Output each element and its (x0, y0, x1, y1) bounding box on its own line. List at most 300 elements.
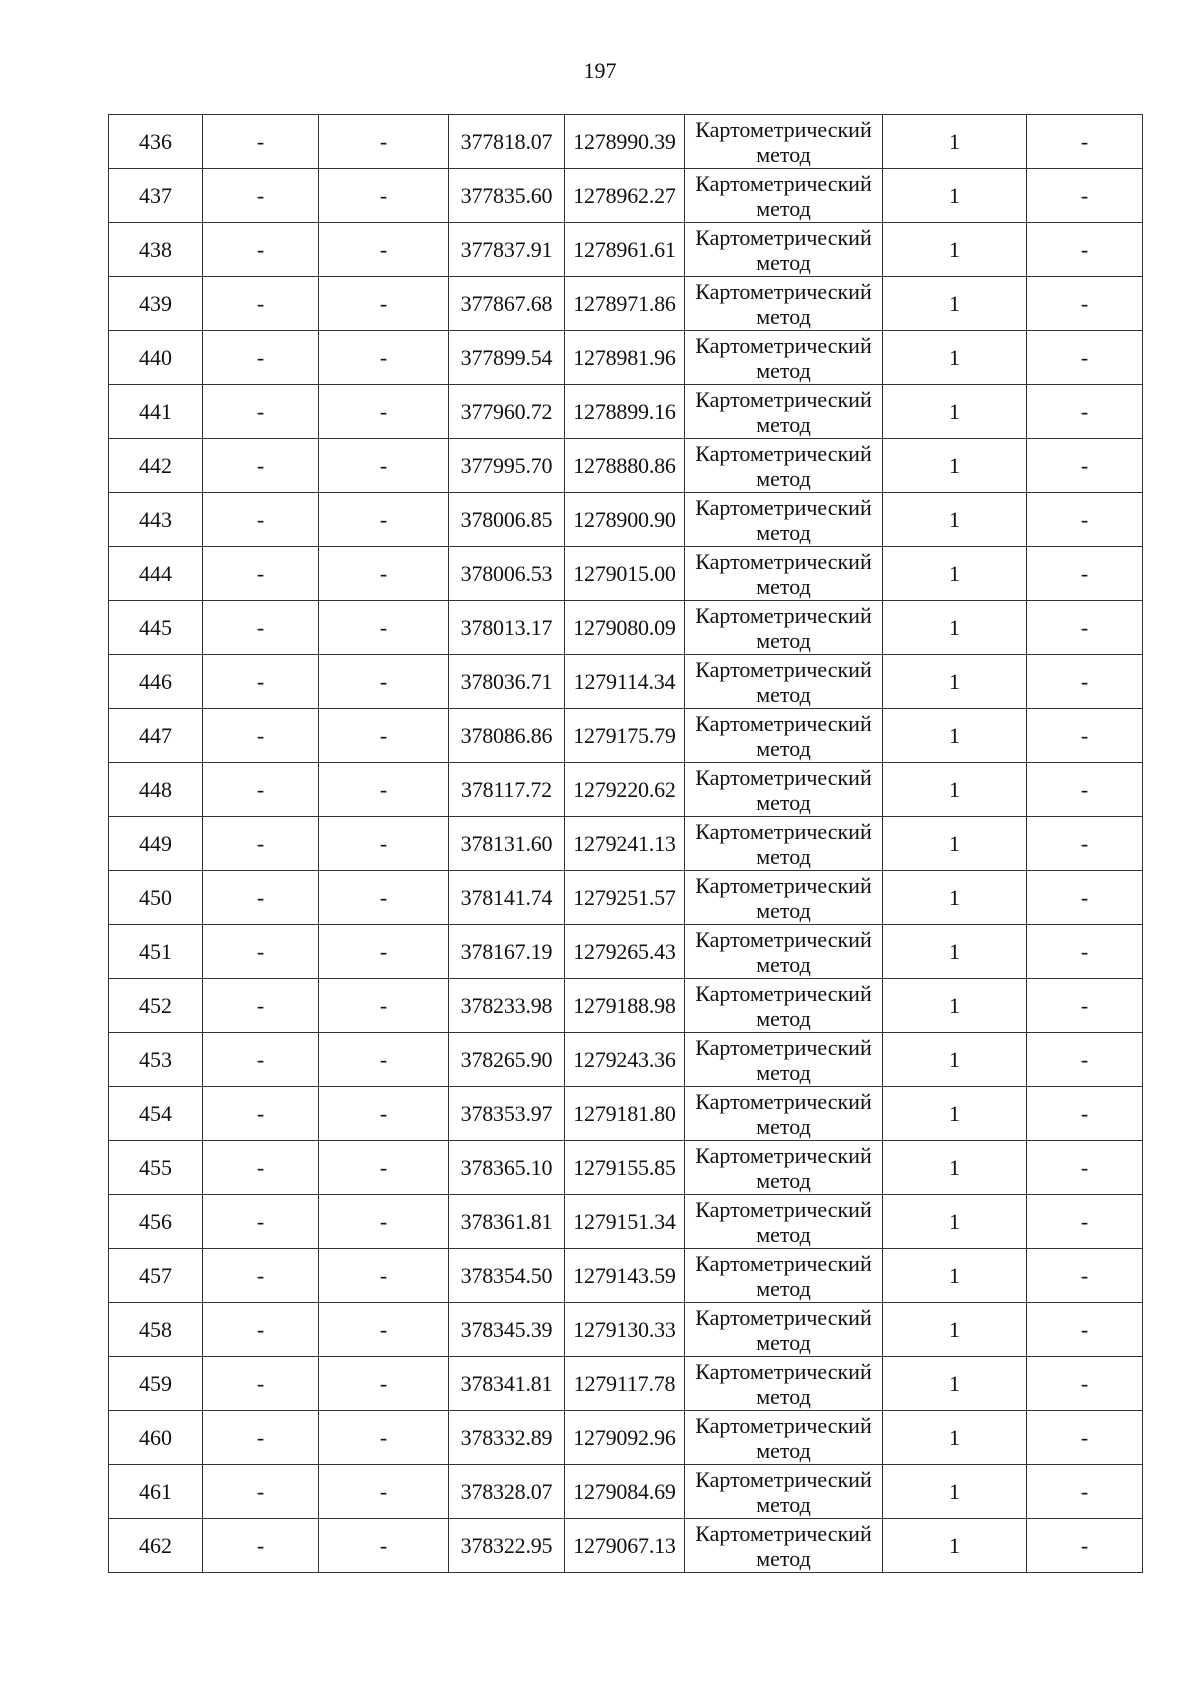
empty-column-3-cell: - (319, 601, 449, 655)
point-number-cell: 436 (109, 115, 203, 169)
empty-column-3-cell: - (319, 115, 449, 169)
empty-column-2-cell: - (203, 817, 319, 871)
empty-column-3-cell: - (319, 1357, 449, 1411)
empty-column-3-cell: - (319, 817, 449, 871)
y-coordinate-cell: 1279067.13 (565, 1519, 685, 1573)
empty-column-3-cell: - (319, 547, 449, 601)
empty-column-3-cell: - (319, 1411, 449, 1465)
table-row (109, 1519, 1143, 1573)
point-number-cell: 451 (109, 925, 203, 979)
method-line-1: Картометрический (695, 872, 872, 898)
precision-cell: 1 (883, 115, 1027, 169)
table-row (109, 493, 1143, 547)
precision-cell: 1 (883, 1033, 1027, 1087)
method-line-2: метод (756, 1437, 811, 1463)
empty-column-2-cell: - (203, 115, 319, 169)
table-row (109, 763, 1143, 817)
precision-cell: 1 (883, 277, 1027, 331)
method-line-1: Картометрический (695, 710, 872, 736)
table-row (109, 115, 1143, 169)
last-column-cell: - (1027, 1357, 1143, 1411)
x-coordinate-cell: 378322.95 (449, 1519, 565, 1573)
precision-cell: 1 (883, 709, 1027, 763)
empty-column-3-cell: - (319, 331, 449, 385)
method-cell (685, 1141, 883, 1195)
point-number-cell: 446 (109, 655, 203, 709)
y-coordinate-cell: 1279015.00 (565, 547, 685, 601)
method-line-1: Картометрический (695, 1304, 872, 1330)
method-line-1: Картометрический (695, 1196, 872, 1222)
method-cell (685, 655, 883, 709)
empty-column-2-cell: - (203, 1357, 319, 1411)
method-line-2: метод (756, 951, 811, 977)
table-row (109, 655, 1143, 709)
point-number-cell: 440 (109, 331, 203, 385)
method-cell (685, 115, 883, 169)
y-coordinate-cell: 1279117.78 (565, 1357, 685, 1411)
point-number-cell: 458 (109, 1303, 203, 1357)
empty-column-2-cell: - (203, 331, 319, 385)
last-column-cell: - (1027, 1411, 1143, 1465)
y-coordinate-cell: 1279175.79 (565, 709, 685, 763)
method-line-2: метод (756, 1221, 811, 1247)
x-coordinate-cell: 378006.53 (449, 547, 565, 601)
precision-cell: 1 (883, 385, 1027, 439)
empty-column-3-cell: - (319, 439, 449, 493)
method-line-1: Картометрический (695, 170, 872, 196)
method-line-1: Картометрический (695, 980, 872, 1006)
x-coordinate-cell: 378233.98 (449, 979, 565, 1033)
table-row (109, 1411, 1143, 1465)
method-cell (685, 871, 883, 925)
method-line-1: Картометрический (695, 224, 872, 250)
last-column-cell: - (1027, 1519, 1143, 1573)
table-row (109, 223, 1143, 277)
empty-column-3-cell: - (319, 763, 449, 817)
empty-column-2-cell: - (203, 655, 319, 709)
y-coordinate-cell: 1278880.86 (565, 439, 685, 493)
empty-column-2-cell: - (203, 385, 319, 439)
last-column-cell: - (1027, 871, 1143, 925)
point-number-cell: 444 (109, 547, 203, 601)
point-number-cell: 439 (109, 277, 203, 331)
method-line-1: Картометрический (695, 764, 872, 790)
method-line-2: метод (756, 789, 811, 815)
y-coordinate-cell: 1279151.34 (565, 1195, 685, 1249)
table-row (109, 331, 1143, 385)
method-line-2: метод (756, 681, 811, 707)
precision-cell: 1 (883, 1249, 1027, 1303)
method-line-2: метод (756, 627, 811, 653)
empty-column-2-cell: - (203, 709, 319, 763)
empty-column-3-cell: - (319, 1519, 449, 1573)
empty-column-2-cell: - (203, 223, 319, 277)
precision-cell: 1 (883, 1141, 1027, 1195)
last-column-cell: - (1027, 601, 1143, 655)
method-cell (685, 1033, 883, 1087)
table-row (109, 1303, 1143, 1357)
empty-column-2-cell: - (203, 1519, 319, 1573)
point-number-cell: 453 (109, 1033, 203, 1087)
table-row (109, 925, 1143, 979)
point-number-cell: 462 (109, 1519, 203, 1573)
last-column-cell: - (1027, 1087, 1143, 1141)
precision-cell: 1 (883, 763, 1027, 817)
method-cell (685, 1249, 883, 1303)
x-coordinate-cell: 378354.50 (449, 1249, 565, 1303)
method-line-2: метод (756, 1059, 811, 1085)
empty-column-3-cell: - (319, 871, 449, 925)
precision-cell: 1 (883, 439, 1027, 493)
point-number-cell: 460 (109, 1411, 203, 1465)
point-number-cell: 449 (109, 817, 203, 871)
point-number-cell: 455 (109, 1141, 203, 1195)
precision-cell: 1 (883, 1087, 1027, 1141)
method-line-2: метод (756, 141, 811, 167)
method-cell (685, 1303, 883, 1357)
table-row (109, 1141, 1143, 1195)
y-coordinate-cell: 1279084.69 (565, 1465, 685, 1519)
point-number-cell: 447 (109, 709, 203, 763)
x-coordinate-cell: 377837.91 (449, 223, 565, 277)
point-number-cell: 459 (109, 1357, 203, 1411)
last-column-cell: - (1027, 223, 1143, 277)
method-line-1: Картометрический (695, 332, 872, 358)
y-coordinate-cell: 1279265.43 (565, 925, 685, 979)
y-coordinate-cell: 1279130.33 (565, 1303, 685, 1357)
method-line-1: Картометрический (695, 818, 872, 844)
page-number: 197 (583, 58, 617, 83)
method-line-1: Картометрический (695, 116, 872, 142)
precision-cell: 1 (883, 1519, 1027, 1573)
empty-column-3-cell: - (319, 1249, 449, 1303)
method-cell (685, 1357, 883, 1411)
last-column-cell: - (1027, 655, 1143, 709)
x-coordinate-cell: 377835.60 (449, 169, 565, 223)
method-line-2: метод (756, 573, 811, 599)
precision-cell: 1 (883, 169, 1027, 223)
table-row (109, 385, 1143, 439)
method-cell (685, 385, 883, 439)
method-cell (685, 169, 883, 223)
precision-cell: 1 (883, 925, 1027, 979)
y-coordinate-cell: 1278899.16 (565, 385, 685, 439)
y-coordinate-cell: 1278961.61 (565, 223, 685, 277)
method-cell (685, 1195, 883, 1249)
x-coordinate-cell: 378117.72 (449, 763, 565, 817)
table-row (109, 439, 1143, 493)
table-row (109, 709, 1143, 763)
method-cell (685, 277, 883, 331)
empty-column-2-cell: - (203, 1141, 319, 1195)
empty-column-2-cell: - (203, 1249, 319, 1303)
precision-cell: 1 (883, 223, 1027, 277)
empty-column-2-cell: - (203, 169, 319, 223)
empty-column-3-cell: - (319, 655, 449, 709)
table-row (109, 1033, 1143, 1087)
method-line-1: Картометрический (695, 1142, 872, 1168)
empty-column-3-cell: - (319, 1033, 449, 1087)
x-coordinate-cell: 378265.90 (449, 1033, 565, 1087)
x-coordinate-cell: 378361.81 (449, 1195, 565, 1249)
method-line-1: Картометрический (695, 1412, 872, 1438)
empty-column-3-cell: - (319, 169, 449, 223)
x-coordinate-cell: 378036.71 (449, 655, 565, 709)
y-coordinate-cell: 1279114.34 (565, 655, 685, 709)
method-line-2: метод (756, 843, 811, 869)
last-column-cell: - (1027, 1195, 1143, 1249)
last-column-cell: - (1027, 709, 1143, 763)
last-column-cell: - (1027, 817, 1143, 871)
precision-cell: 1 (883, 979, 1027, 1033)
y-coordinate-cell: 1279143.59 (565, 1249, 685, 1303)
x-coordinate-cell: 377818.07 (449, 115, 565, 169)
empty-column-3-cell: - (319, 493, 449, 547)
method-cell (685, 1519, 883, 1573)
point-number-cell: 454 (109, 1087, 203, 1141)
method-line-1: Картометрический (695, 440, 872, 466)
table-row (109, 979, 1143, 1033)
y-coordinate-cell: 1278900.90 (565, 493, 685, 547)
method-line-2: метод (756, 897, 811, 923)
method-line-2: метод (756, 411, 811, 437)
x-coordinate-cell: 377867.68 (449, 277, 565, 331)
precision-cell: 1 (883, 1195, 1027, 1249)
method-cell (685, 763, 883, 817)
table-row (109, 1087, 1143, 1141)
method-line-1: Картометрический (695, 656, 872, 682)
table-row (109, 1465, 1143, 1519)
empty-column-3-cell: - (319, 277, 449, 331)
table-body (109, 115, 1143, 1573)
empty-column-2-cell: - (203, 439, 319, 493)
method-cell (685, 709, 883, 763)
empty-column-3-cell: - (319, 925, 449, 979)
empty-column-3-cell: - (319, 1195, 449, 1249)
method-line-2: метод (756, 1167, 811, 1193)
point-number-cell: 437 (109, 169, 203, 223)
method-line-1: Картометрический (695, 1034, 872, 1060)
y-coordinate-cell: 1278990.39 (565, 115, 685, 169)
method-cell (685, 223, 883, 277)
empty-column-2-cell: - (203, 493, 319, 547)
empty-column-2-cell: - (203, 1195, 319, 1249)
point-number-cell: 452 (109, 979, 203, 1033)
last-column-cell: - (1027, 1303, 1143, 1357)
method-cell (685, 1411, 883, 1465)
y-coordinate-cell: 1279220.62 (565, 763, 685, 817)
empty-column-2-cell: - (203, 601, 319, 655)
precision-cell: 1 (883, 331, 1027, 385)
method-line-2: метод (756, 465, 811, 491)
method-line-1: Картометрический (695, 386, 872, 412)
y-coordinate-cell: 1279243.36 (565, 1033, 685, 1087)
method-line-2: метод (756, 1545, 811, 1571)
x-coordinate-cell: 378141.74 (449, 871, 565, 925)
point-number-cell: 441 (109, 385, 203, 439)
method-line-1: Картометрический (695, 1358, 872, 1384)
empty-column-2-cell: - (203, 763, 319, 817)
y-coordinate-cell: 1279080.09 (565, 601, 685, 655)
point-number-cell: 457 (109, 1249, 203, 1303)
point-number-cell: 438 (109, 223, 203, 277)
method-line-1: Картометрический (695, 278, 872, 304)
empty-column-3-cell: - (319, 1141, 449, 1195)
y-coordinate-cell: 1278981.96 (565, 331, 685, 385)
table-row (109, 277, 1143, 331)
coordinates-table (108, 114, 1143, 1573)
last-column-cell: - (1027, 169, 1143, 223)
precision-cell: 1 (883, 871, 1027, 925)
table-row (109, 1249, 1143, 1303)
method-cell (685, 979, 883, 1033)
y-coordinate-cell: 1279241.13 (565, 817, 685, 871)
x-coordinate-cell: 378006.85 (449, 493, 565, 547)
last-column-cell: - (1027, 763, 1143, 817)
method-line-2: метод (756, 1005, 811, 1031)
method-cell (685, 331, 883, 385)
x-coordinate-cell: 378345.39 (449, 1303, 565, 1357)
empty-column-2-cell: - (203, 277, 319, 331)
point-number-cell: 461 (109, 1465, 203, 1519)
y-coordinate-cell: 1279181.80 (565, 1087, 685, 1141)
method-line-1: Картометрический (695, 1520, 872, 1546)
method-line-1: Картометрический (695, 1088, 872, 1114)
x-coordinate-cell: 378332.89 (449, 1411, 565, 1465)
empty-column-2-cell: - (203, 979, 319, 1033)
method-line-2: метод (756, 357, 811, 383)
last-column-cell: - (1027, 493, 1143, 547)
table-row (109, 1195, 1143, 1249)
y-coordinate-cell: 1278971.86 (565, 277, 685, 331)
y-coordinate-cell: 1279188.98 (565, 979, 685, 1033)
last-column-cell: - (1027, 979, 1143, 1033)
method-line-2: метод (756, 519, 811, 545)
x-coordinate-cell: 378341.81 (449, 1357, 565, 1411)
method-cell (685, 1087, 883, 1141)
last-column-cell: - (1027, 115, 1143, 169)
precision-cell: 1 (883, 1465, 1027, 1519)
y-coordinate-cell: 1279092.96 (565, 1411, 685, 1465)
method-line-2: метод (756, 1113, 811, 1139)
method-line-2: метод (756, 195, 811, 221)
table-row (109, 817, 1143, 871)
table-row (109, 871, 1143, 925)
x-coordinate-cell: 378328.07 (449, 1465, 565, 1519)
empty-column-2-cell: - (203, 547, 319, 601)
precision-cell: 1 (883, 1357, 1027, 1411)
last-column-cell: - (1027, 547, 1143, 601)
last-column-cell: - (1027, 277, 1143, 331)
point-number-cell: 443 (109, 493, 203, 547)
method-line-2: метод (756, 1275, 811, 1301)
empty-column-2-cell: - (203, 925, 319, 979)
point-number-cell: 445 (109, 601, 203, 655)
x-coordinate-cell: 378086.86 (449, 709, 565, 763)
empty-column-2-cell: - (203, 1465, 319, 1519)
point-number-cell: 448 (109, 763, 203, 817)
last-column-cell: - (1027, 1249, 1143, 1303)
last-column-cell: - (1027, 1033, 1143, 1087)
empty-column-2-cell: - (203, 871, 319, 925)
x-coordinate-cell: 377995.70 (449, 439, 565, 493)
method-line-2: метод (756, 303, 811, 329)
precision-cell: 1 (883, 1411, 1027, 1465)
table-row (109, 547, 1143, 601)
empty-column-3-cell: - (319, 709, 449, 763)
point-number-cell: 450 (109, 871, 203, 925)
precision-cell: 1 (883, 601, 1027, 655)
method-line-1: Картометрический (695, 1466, 872, 1492)
precision-cell: 1 (883, 547, 1027, 601)
y-coordinate-cell: 1279251.57 (565, 871, 685, 925)
last-column-cell: - (1027, 925, 1143, 979)
last-column-cell: - (1027, 331, 1143, 385)
method-line-1: Картометрический (695, 1250, 872, 1276)
method-line-1: Картометрический (695, 602, 872, 628)
method-cell (685, 601, 883, 655)
method-line-2: метод (756, 1383, 811, 1409)
empty-column-3-cell: - (319, 979, 449, 1033)
y-coordinate-cell: 1279155.85 (565, 1141, 685, 1195)
method-line-1: Картометрический (695, 494, 872, 520)
point-number-cell: 456 (109, 1195, 203, 1249)
empty-column-3-cell: - (319, 223, 449, 277)
x-coordinate-cell: 377899.54 (449, 331, 565, 385)
last-column-cell: - (1027, 1141, 1143, 1195)
method-line-1: Картометрический (695, 548, 872, 574)
empty-column-2-cell: - (203, 1087, 319, 1141)
method-line-2: метод (756, 249, 811, 275)
method-cell (685, 1465, 883, 1519)
table-row (109, 169, 1143, 223)
method-cell (685, 817, 883, 871)
empty-column-3-cell: - (319, 1303, 449, 1357)
method-line-2: метод (756, 1491, 811, 1517)
method-line-2: метод (756, 1329, 811, 1355)
method-line-2: метод (756, 735, 811, 761)
method-cell (685, 925, 883, 979)
empty-column-2-cell: - (203, 1033, 319, 1087)
empty-column-2-cell: - (203, 1411, 319, 1465)
method-cell (685, 547, 883, 601)
method-line-1: Картометрический (695, 926, 872, 952)
method-cell (685, 439, 883, 493)
last-column-cell: - (1027, 439, 1143, 493)
y-coordinate-cell: 1278962.27 (565, 169, 685, 223)
x-coordinate-cell: 378167.19 (449, 925, 565, 979)
x-coordinate-cell: 377960.72 (449, 385, 565, 439)
table-row (109, 1357, 1143, 1411)
precision-cell: 1 (883, 493, 1027, 547)
x-coordinate-cell: 378131.60 (449, 817, 565, 871)
empty-column-3-cell: - (319, 385, 449, 439)
last-column-cell: - (1027, 1465, 1143, 1519)
precision-cell: 1 (883, 1303, 1027, 1357)
empty-column-3-cell: - (319, 1087, 449, 1141)
last-column-cell: - (1027, 385, 1143, 439)
precision-cell: 1 (883, 655, 1027, 709)
x-coordinate-cell: 378365.10 (449, 1141, 565, 1195)
empty-column-3-cell: - (319, 1465, 449, 1519)
point-number-cell: 442 (109, 439, 203, 493)
x-coordinate-cell: 378353.97 (449, 1087, 565, 1141)
table-row (109, 601, 1143, 655)
x-coordinate-cell: 378013.17 (449, 601, 565, 655)
method-cell (685, 493, 883, 547)
precision-cell: 1 (883, 817, 1027, 871)
empty-column-2-cell: - (203, 1303, 319, 1357)
